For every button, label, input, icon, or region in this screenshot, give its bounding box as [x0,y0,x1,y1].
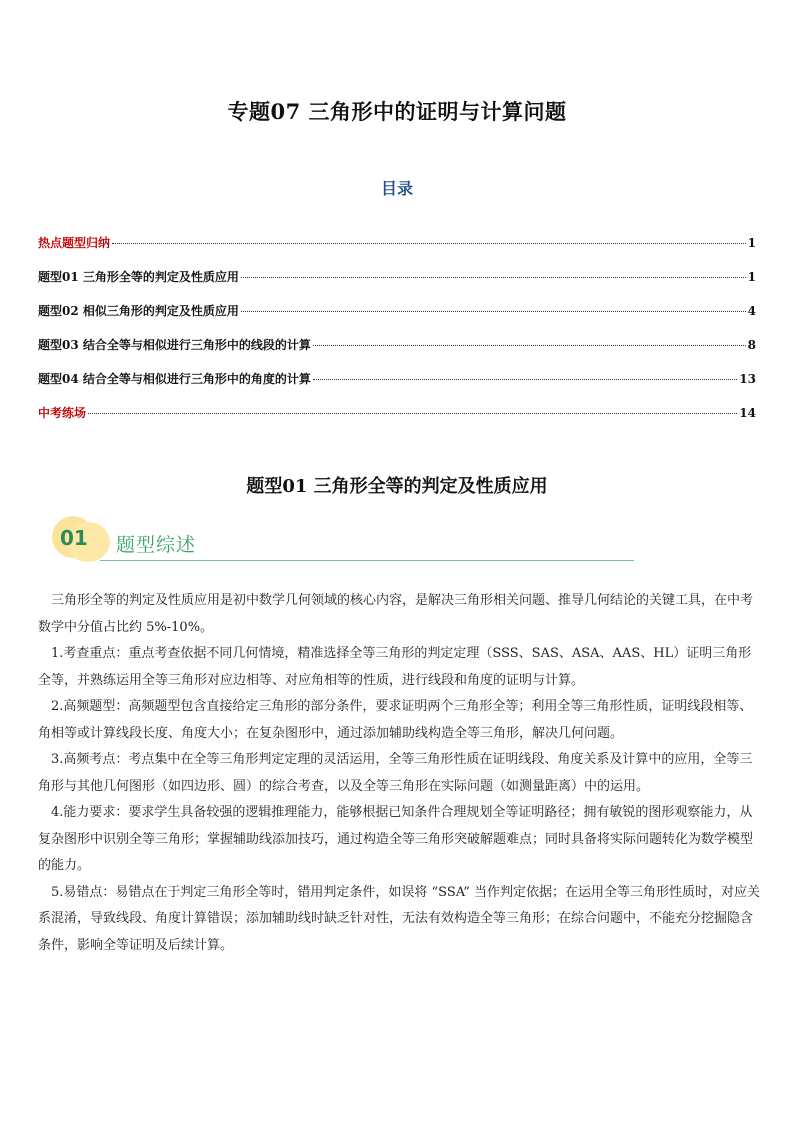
overview-body [38,588,762,959]
toc-entry-exam-practice[interactable] [38,404,756,438]
overview-paragraph: 2.高频题型：高频题型包含直接给定三角形的部分条件，要求证明两个三角形全等；利用全等三角形性质，证明线段相等、角相等或计算线段长度、角度大小；在复杂图形中，通过添加辅助线构造全等三角形，解决几何问题。 [38,699,753,741]
table-of-contents [38,234,756,438]
toc-entry-type-02[interactable] [38,302,756,336]
document-title: 专题07 三角形中的证明与计算问题 [227,99,567,124]
overview-paragraph: 三角形全等的判定及性质应用是初中数学几何领域的核心内容，是解决三角形相关问题、推导几何结论的关键工具，在中考数学中分值占比约 5%-10%。 [38,593,754,635]
toc-leader-dots [241,311,746,312]
badge-label: 题型综述 [116,534,197,556]
section-badge [44,516,644,564]
toc-entry-page: 1 [747,270,756,284]
toc-entry-label: 热点题型归纳 [38,236,111,250]
toc-leader-dots [112,243,746,244]
toc-leader-dots [313,379,737,380]
toc-leader-dots [313,345,746,346]
overview-paragraph: 1.考查重点：重点考查依据不同几何情境，精准选择全等三角形的判定定理（SSS、SAS、ASA、AAS、HL）证明三角形全等，并熟练运用全等三角形对应边相等、对应角相等的性质，进行线段和角度的证明与计算。 [38,646,752,688]
toc-entry-page: 4 [747,304,756,318]
toc-leader-dots [241,277,746,278]
toc-entry-page: 13 [739,372,756,386]
overview-paragraph: 5.易错点：易错点在于判定三角形全等时，错用判定条件，如误将 “SSA” 当作判定依据；在运用全等三角形性质时，对应关系混淆，导致线段、角度计算错误；添加辅助线时缺乏针对性，无法有效构造全等三角形；在综合问题中，不能充分挖掘隐含条件，影响全等证明及后续计算。 [38,884,761,953]
toc-entry-label: 中考练场 [38,406,87,420]
toc-entry-hot-topics[interactable] [38,234,756,268]
toc-entry-type-04[interactable] [38,370,756,404]
toc-entry-type-03[interactable] [38,336,756,370]
section-title: 题型01 三角形全等的判定及性质应用 [246,476,548,497]
overview-paragraph: 3.高频考点：考点集中在全等三角形判定定理的灵活运用，全等三角形性质在证明线段、角度关系及计算中的应用，全等三角形与其他几何图形（如四边形、圆）的综合考查，以及全等三角形在实际问题（如测量距离）中的运用。 [38,752,753,794]
badge-number: 01 [60,526,88,550]
toc-entry-type-01[interactable] [38,268,756,302]
toc-entry-label: 题型03 结合全等与相似进行三角形中的线段的计算 [38,338,311,352]
toc-entry-page: 14 [739,406,756,420]
toc-entry-label: 题型01 三角形全等的判定及性质应用 [38,270,239,284]
overview-paragraph: 4.能力要求：要求学生具备较强的逻辑推理能力，能够根据已知条件合理规划全等证明路径；拥有敏锐的图形观察能力，从复杂图形中识别全等三角形；掌握辅助线添加技巧，通过构造全等三角形突破解题难点；同时具备将实际问题转化为数学模型的能力。 [38,805,754,873]
toc-entry-label: 题型04 结合全等与相似进行三角形中的角度的计算 [38,372,311,386]
toc-entry-page: 1 [747,236,756,250]
toc-leader-dots [88,413,737,414]
toc-entry-page: 8 [747,338,756,352]
toc-heading: 目录 [380,179,413,198]
toc-entry-label: 题型02 相似三角形的判定及性质应用 [38,304,239,318]
badge-underline [100,560,634,561]
